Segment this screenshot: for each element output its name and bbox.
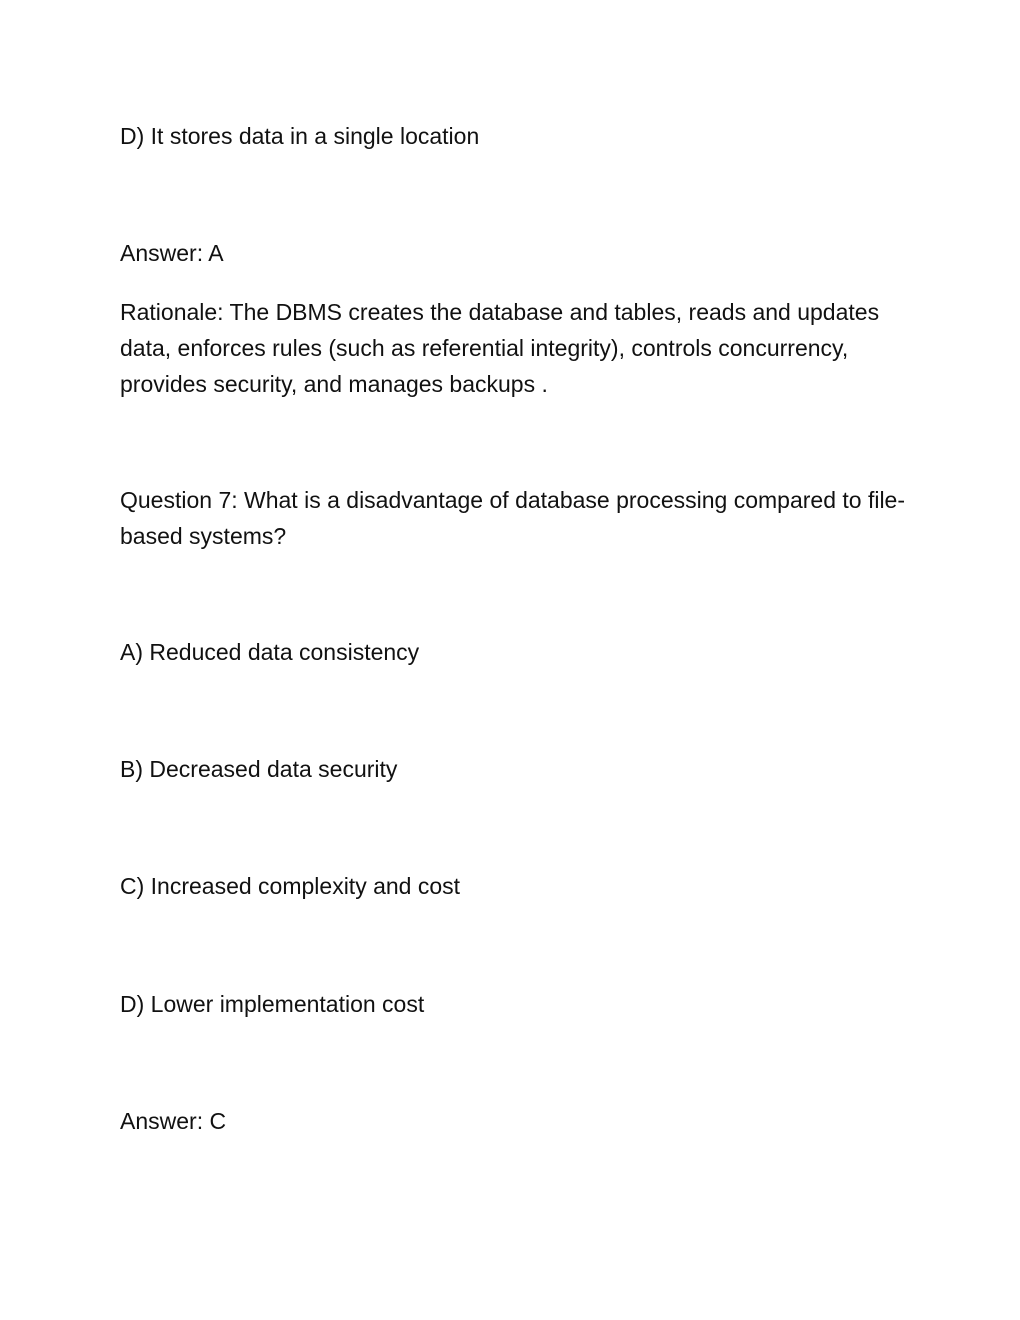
question-7-option-d: D) Lower implementation cost <box>120 991 425 1017</box>
question-7-option-b: B) Decreased data security <box>120 756 398 782</box>
question-7-option-c: C) Increased complexity and cost <box>120 873 461 899</box>
question-7-option-a: A) Reduced data consistency <box>120 639 420 665</box>
previous-answer: Answer: A <box>120 240 224 266</box>
previous-option-d: D) It stores data in a single location <box>120 123 480 149</box>
question-7-answer: Answer: C <box>120 1108 227 1134</box>
question-7-prompt: Question 7: What is a disadvantage of database processing compared to file-based systems? <box>120 487 906 549</box>
previous-rationale: Rationale: The DBMS creates the database and tables, reads and updates data, enforces rules (such as referential integrity), controls concurrency, provides security, and manages backups . <box>120 299 880 397</box>
